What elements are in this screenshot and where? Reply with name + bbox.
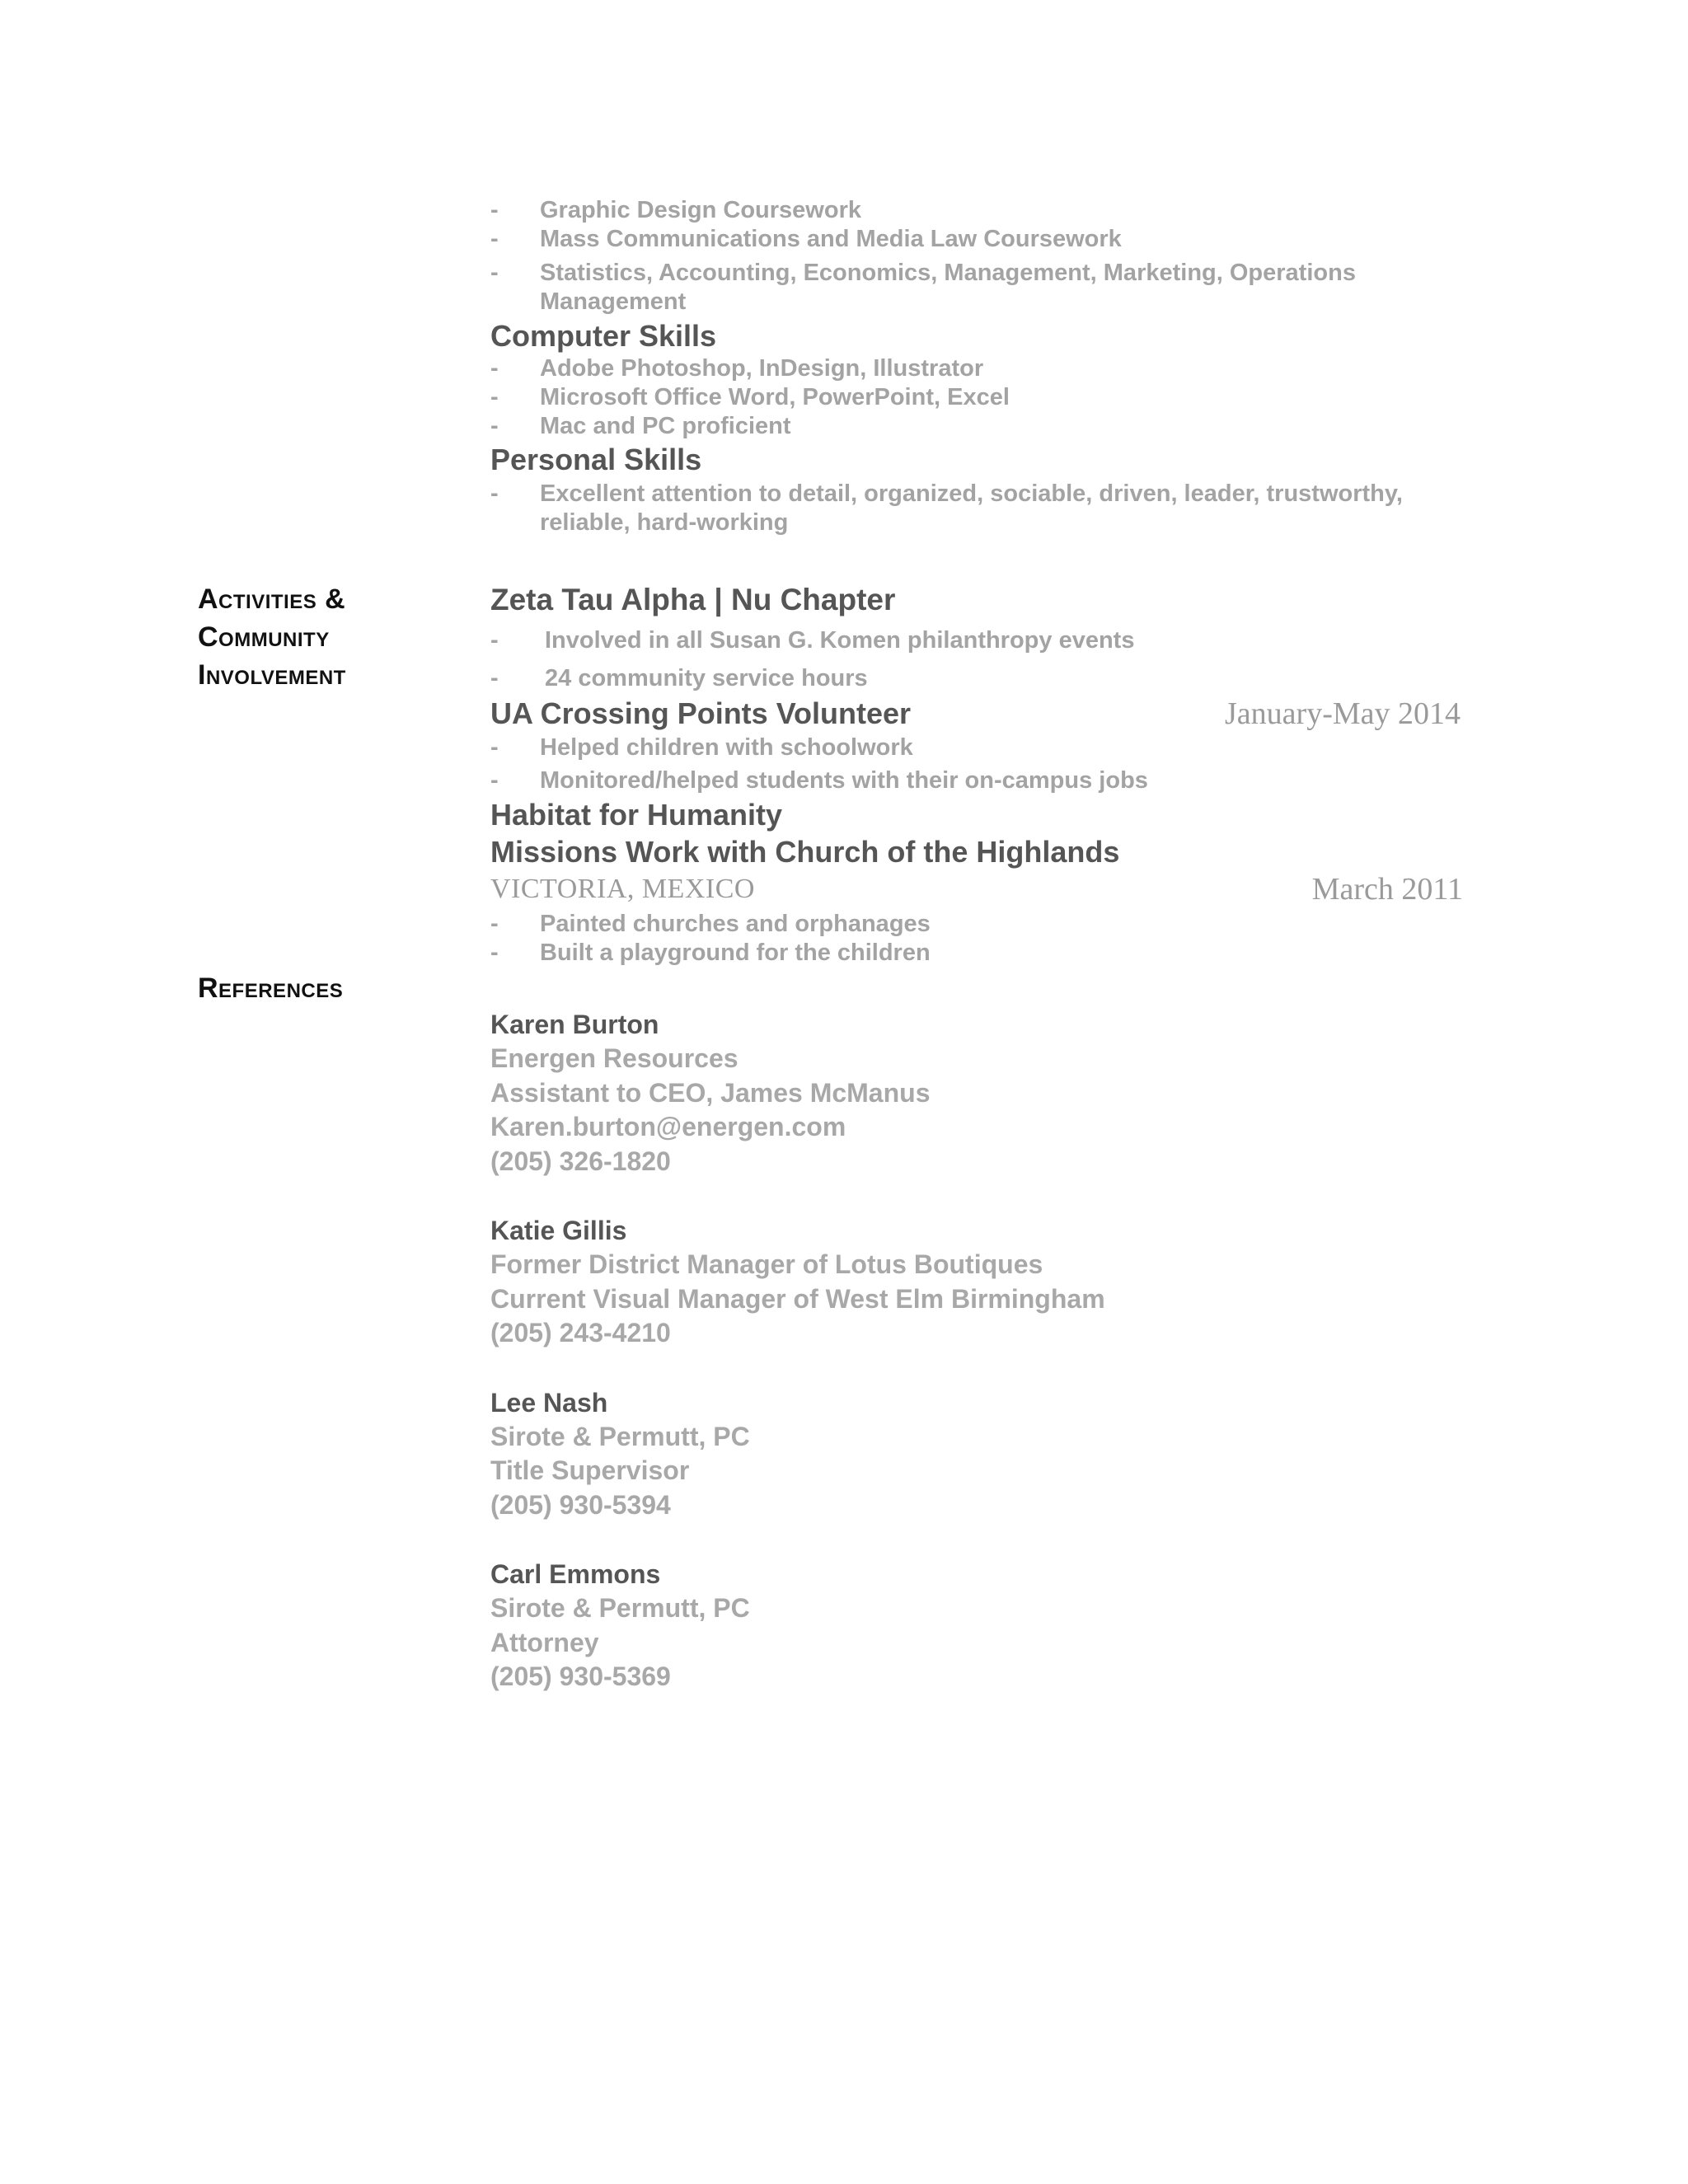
ua-date: January-May 2014 <box>1225 696 1461 731</box>
bullet-dash: - <box>490 384 499 410</box>
bullet-dash: - <box>490 940 499 966</box>
list-item: - Graphic Design Coursework <box>490 197 861 223</box>
bullet-dash: - <box>490 260 499 286</box>
reference-phone: (205) 243-4210 <box>490 1318 671 1347</box>
ua-list <box>490 733 1479 795</box>
list-item: - Involved in all Susan G. Komen philanthropy events <box>490 627 1135 654</box>
bullet-dash: - <box>490 355 499 382</box>
list-item: - Mac and PC proficient <box>490 413 791 439</box>
list-item: - Helped children with schoolwork <box>490 734 913 761</box>
list-item: - Excellent attention to detail, organized, sociable, driven, leader, trustworthy, reliable, hard-working <box>490 480 1403 536</box>
reference-entry: Lee Nash Sirote & Permutt, PC Title Supervisor (205) 930-5394 <box>490 1385 1479 1523</box>
bullet-dash: - <box>490 197 499 223</box>
ua-heading-row <box>490 696 1479 732</box>
reference-phone: (205) 326-1820 <box>490 1146 671 1176</box>
computer-skills-list <box>490 354 1479 441</box>
bullet-dash: - <box>490 665 499 691</box>
reference-entry: Katie Gillis Former District Manager of Lotus Boutiques Current Visual Manager of West Elm Birmingham (205) 243-4210 <box>490 1213 1479 1351</box>
reference-entry: Carl Emmons Sirote & Permutt, PC Attorney (205) 930-5369 <box>490 1557 1479 1694</box>
reference-name: Lee Nash <box>490 1387 608 1418</box>
bullet-dash: - <box>490 413 499 439</box>
personal-skills-list <box>490 480 1479 537</box>
reference-phone: (205) 930-5394 <box>490 1489 671 1520</box>
ua-heading: UA Crossing Points Volunteer <box>490 696 912 730</box>
list-item: - Monitored/helped students with their on-campus jobs <box>490 767 1148 794</box>
zta-list <box>490 626 1479 693</box>
missions-list <box>490 910 1479 968</box>
habitat-heading: Habitat for Humanity <box>490 798 783 832</box>
missions-heading: Missions Work with Church of the Highlands <box>490 835 1120 869</box>
bullet-dash: - <box>490 627 499 654</box>
missions-location-row <box>490 871 1479 907</box>
bullet-dash: - <box>490 767 499 794</box>
missions-location: VICTORIA, MEXICO <box>490 874 755 904</box>
computer-skills-heading: Computer Skills <box>490 319 717 353</box>
list-item: - Painted churches and orphanages <box>490 911 931 937</box>
references-list <box>490 1007 1479 1729</box>
list-item: - Mass Communications and Media Law Coursework <box>490 226 1122 252</box>
bullet-dash: - <box>490 480 499 507</box>
reference-phone: (205) 930-5369 <box>490 1661 671 1691</box>
bullet-dash: - <box>490 226 499 252</box>
reference-entry: Karen Burton Energen Resources Assistant to CEO, James McManus Karen.burton@energen.com (205) 326-1820 <box>490 1007 1479 1179</box>
list-item: - Adobe Photoshop, InDesign, Illustrator <box>490 355 984 382</box>
references-section-heading: References <box>198 972 344 1004</box>
reference-name: Katie Gillis <box>490 1216 627 1245</box>
bullet-dash: - <box>490 734 499 761</box>
reference-name: Carl Emmons <box>490 1559 661 1589</box>
missions-date: March 2011 <box>1311 872 1463 907</box>
list-item: - Statistics, Accounting, Economics, Management, Marketing, Operations Management <box>490 260 1356 315</box>
bullet-dash: - <box>490 911 499 937</box>
activities-section-heading: Activities & Community Involvement <box>198 583 346 691</box>
coursework-list <box>490 196 1479 316</box>
reference-email: Karen.burton@energen.com <box>490 1112 846 1141</box>
zta-heading: Zeta Tau Alpha | Nu Chapter <box>490 583 896 616</box>
list-item: - Built a playground for the children <box>490 940 931 966</box>
reference-name: Karen Burton <box>490 1010 659 1039</box>
personal-skills-heading: Personal Skills <box>490 443 702 476</box>
list-item: - Microsoft Office Word, PowerPoint, Excel <box>490 384 1010 410</box>
list-item: - 24 community service hours <box>490 665 868 691</box>
